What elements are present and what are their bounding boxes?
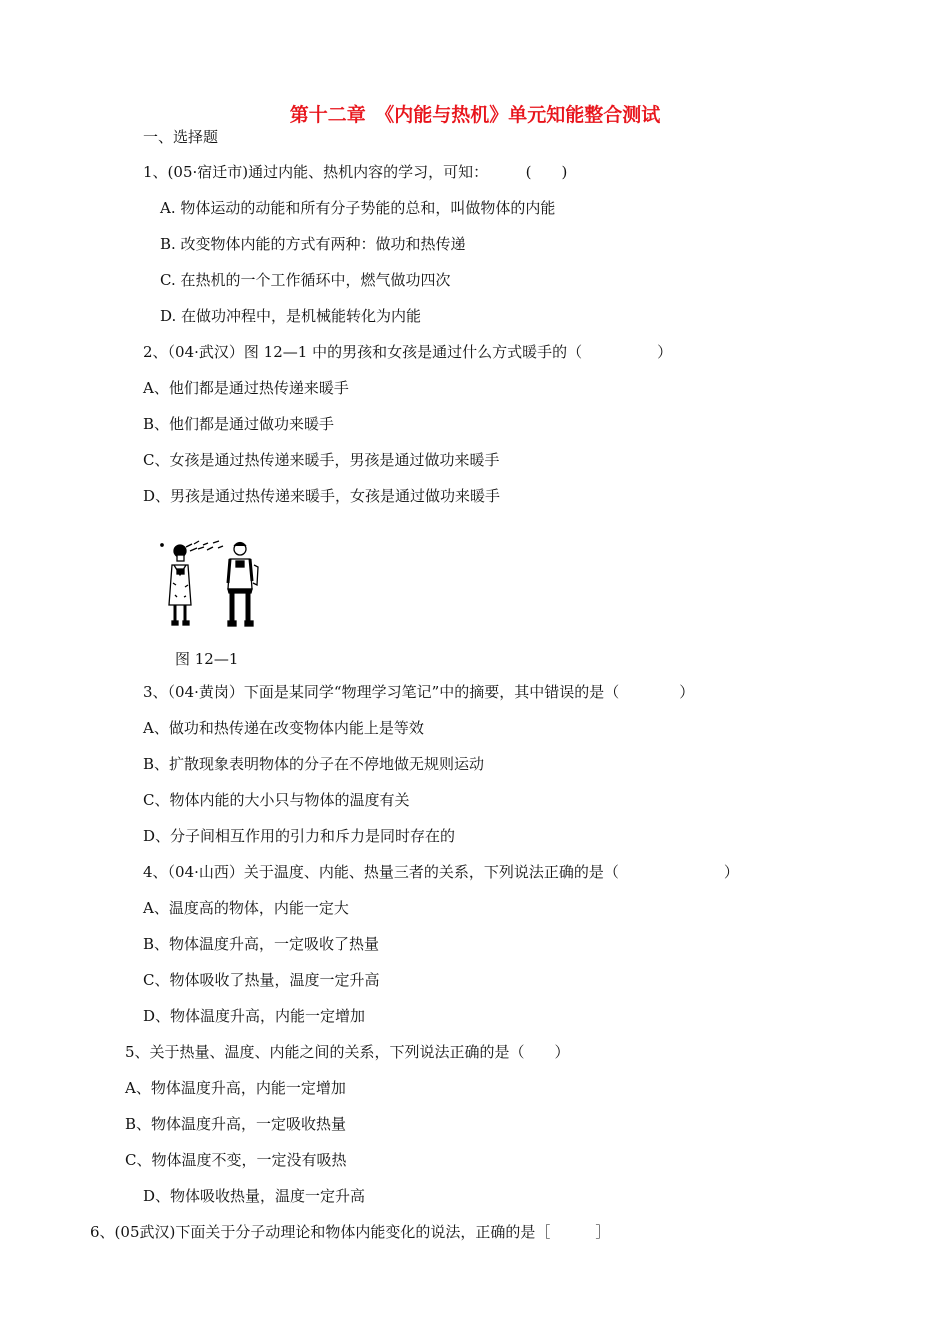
question-1-option-b: B. 改变物体内能的方式有两种：做功和热传递	[160, 235, 466, 253]
question-1-option-c: C. 在热机的一个工作循环中，燃气做功四次	[160, 271, 451, 289]
question-2-stem: 2、（04·武汉）图 12—1 中的男孩和女孩是通过什么方式暖手的（ ）	[143, 343, 673, 361]
question-4-stem: 4、（04·山西）关于温度、内能、热量三者的关系，下列说法正确的是（ ）	[143, 863, 739, 881]
question-2-option-d: D、男孩是通过热传递来暖手，女孩是通过做功来暖手	[143, 487, 501, 505]
question-4-option-c: C、物体吸收了热量，温度一定升高	[143, 971, 380, 989]
question-4-option-d: D、物体温度升高，内能一定增加	[143, 1007, 366, 1025]
figure-caption: 图 12—1	[175, 650, 239, 668]
question-1-option-d: D. 在做功冲程中，是机械能转化为内能	[160, 307, 422, 325]
question-2-option-a: A、他们都是通过热传递来暖手	[143, 379, 349, 397]
question-5-option-d: D、物体吸收热量，温度一定升高	[143, 1187, 366, 1205]
question-5-option-a: A、物体温度升高，内能一定增加	[125, 1079, 346, 1097]
question-6-stem: 6、(05武汉)下面关于分子动理论和物体内能变化的说法，正确的是［ ］	[90, 1223, 611, 1241]
question-3-option-a: A、做功和热传递在改变物体内能上是等效	[143, 719, 424, 737]
question-2-option-b: B、他们都是通过做功来暖手	[143, 415, 335, 433]
question-3-option-d: D、分子间相互作用的引力和斥力是同时存在的	[143, 827, 456, 845]
question-5-option-c: C、物体温度不变，一定没有吸热	[125, 1151, 347, 1169]
question-1-option-a: A. 物体运动的动能和所有分子势能的总和，叫做物体的内能	[160, 199, 556, 217]
question-3-option-b: B、扩散现象表明物体的分子在不停地做无规则运动	[143, 755, 485, 773]
boy-girl-warming-hands-figure	[158, 535, 268, 631]
question-3-option-c: C、物体内能的大小只与物体的温度有关	[143, 791, 410, 809]
question-5-stem: 5、关于热量、温度、内能之间的关系，下列说法正确的是（ ）	[125, 1043, 570, 1061]
question-4-option-b: B、物体温度升高，一定吸收了热量	[143, 935, 380, 953]
question-2-option-c: C、女孩是通过热传递来暖手，男孩是通过做功来暖手	[143, 451, 500, 469]
question-3-stem: 3、（04·黄岗）下面是某同学“物理学习笔记”中的摘要，其中错误的是（ ）	[143, 683, 695, 701]
question-4-option-a: A、温度高的物体，内能一定大	[143, 899, 349, 917]
question-1-stem: 1、(05·宿迁市)通过内能、热机内容的学习，可知： ( )	[143, 163, 568, 181]
question-5-option-b: B、物体温度升高，一定吸收热量	[125, 1115, 347, 1133]
document-title: 第十二章 《内能与热机》单元知能整合测试	[289, 104, 661, 126]
section-heading: 一、选择题	[143, 128, 219, 146]
